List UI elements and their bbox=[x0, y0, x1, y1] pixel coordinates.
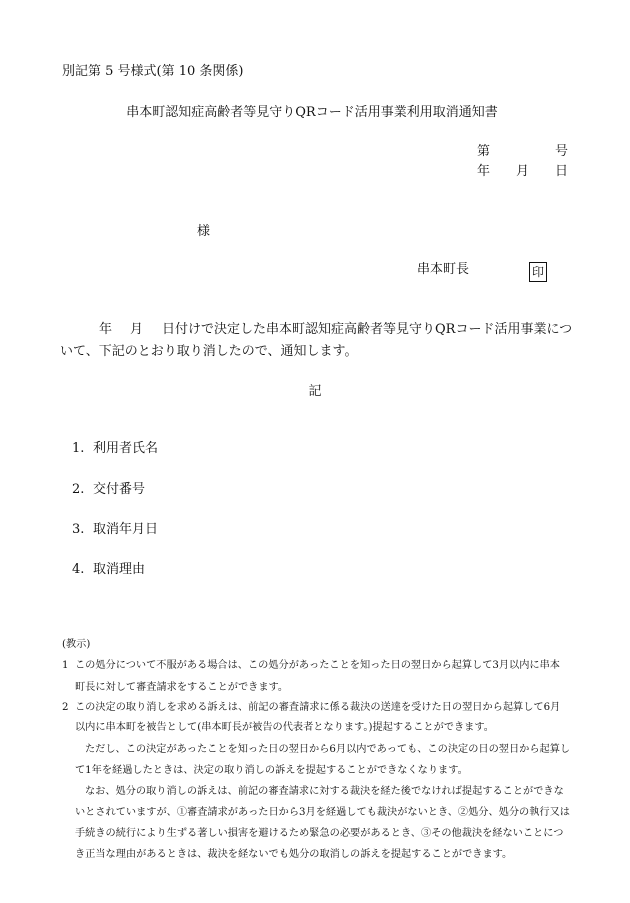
appeal-notice-heading: (教示) bbox=[62, 639, 91, 650]
issue-date-month: 月 bbox=[516, 164, 530, 179]
notice-line: て1年を経過したときは、決定の取り消しの訴えを提起することができなくなります。 bbox=[75, 765, 468, 776]
list-item-label: 取消年月日 bbox=[93, 522, 159, 537]
notice-line: この処分について不服がある場合は、この処分があったことを知った日の翌日から起算して3月以内に串本 bbox=[75, 660, 560, 671]
list-item-label: 取消理由 bbox=[93, 562, 146, 577]
list-item-number: 1. bbox=[72, 441, 85, 456]
list-item-label: 利用者氏名 bbox=[93, 441, 159, 456]
notice-item-number: 1 bbox=[62, 660, 69, 671]
form-reference: 別記第 5 号様式(第 10 条関係) bbox=[62, 64, 244, 79]
ki-heading: 記 bbox=[308, 384, 322, 399]
notice-line: いとされていますが、①審査請求があった日から3月を経過しても裁決がないとき、②処分、処分の執行又は bbox=[75, 807, 570, 818]
seal-stamp-box: 印 bbox=[529, 262, 547, 282]
notice-line: き正当な理由があるときは、裁決を経ないでも処分の取消しの訴えを提起することができます。 bbox=[75, 849, 513, 860]
addressee-honorific: 様 bbox=[197, 224, 211, 239]
body-year: 年 bbox=[99, 322, 113, 337]
sender-name: 串本町長 bbox=[417, 262, 470, 277]
body-line-1: 日付けで決定した串本町認知症高齢者等見守りQRコード活用事業につ bbox=[162, 322, 573, 337]
document-number-suffix: 号 bbox=[555, 144, 569, 159]
list-item-number: 2. bbox=[72, 482, 85, 497]
notice-line: ただし、この決定があったことを知った日の翌日から6月以内であっても、この決定の日の翌日から起算し bbox=[85, 744, 571, 755]
body-month: 月 bbox=[130, 322, 144, 337]
document-number-prefix: 第 bbox=[477, 144, 491, 159]
notice-line: 手続きの続行により生ずる著しい損害を避けるため緊急の必要があるとき、③その他裁決を経ないことにつ bbox=[75, 828, 564, 839]
notice-item-number: 2 bbox=[62, 702, 69, 713]
notice-line: なお、処分の取り消しの訴えは、前記の審査請求に対する裁決を経た後でなければ提起することができな bbox=[85, 786, 564, 797]
notice-line: 以内に串本町を被告として(串本町長が被告の代表者となります。)提起することができます。 bbox=[75, 722, 494, 733]
document-title: 串本町認知症高齢者等見守りQRコード活用事業利用取消通知書 bbox=[126, 105, 498, 120]
issue-date-day: 日 bbox=[555, 164, 569, 179]
issue-date-year: 年 bbox=[477, 164, 491, 179]
notice-line: この決定の取り消しを求める訴えは、前記の審査請求に係る裁決の送達を受けた日の翌日から起算して6月 bbox=[75, 702, 561, 713]
list-item-label: 交付番号 bbox=[93, 482, 146, 497]
list-item-number: 4. bbox=[72, 562, 85, 577]
list-item-number: 3. bbox=[72, 522, 85, 537]
notice-line: 町長に対して審査請求をすることができます。 bbox=[75, 682, 289, 693]
body-line-2: いて、下記のとおり取り消したので、通知します。 bbox=[60, 344, 358, 359]
